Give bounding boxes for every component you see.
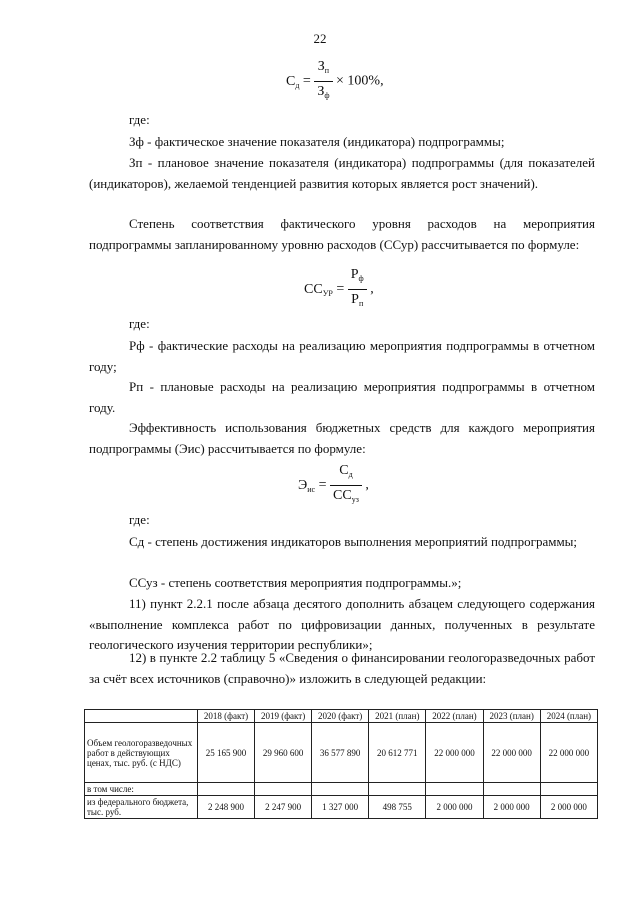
table-cell: 2 000 000 [483, 796, 540, 819]
table-header-cell: 2018 (факт) [198, 710, 255, 723]
table-header-cell: 2019 (факт) [255, 710, 312, 723]
item-11: 11) пункт 2.2.1 после абзаца десятого дополнить абзацем следующего содержания «выполнение комплекса работ по цифровизации данных, полученных в результате геологического изучения территории республики»; [89, 596, 595, 652]
table-cell: 36 577 890 [312, 723, 369, 783]
definition-sd: Сд - степень достижения индикаторов выполнения мероприятий подпрограммы; [129, 534, 578, 549]
definition-ssuz: ССуз - степень соответствия мероприятия подпрограммы.»; [129, 575, 462, 590]
definition-zp: Зп - плановое значение показателя (индикатора) подпрограммы (для показателей (индикаторов), желаемой тенденцией развития которых является рост значений). [89, 155, 595, 191]
formula-eis: $Э_{ис}$ = $\frac{С_д}{СС_{уз}}$ , [298, 462, 369, 509]
formula-fraction: $\frac{С_д}{СС_{уз}}$ [330, 462, 362, 509]
table-cell: 1 327 000 [312, 796, 369, 819]
table-cell: 20 612 771 [369, 723, 426, 783]
table-cell: 2 247 900 [255, 796, 312, 819]
table-cell [540, 783, 597, 796]
table-cell [255, 783, 312, 796]
table-cell [312, 783, 369, 796]
table-header-cell: 2024 (план) [540, 710, 597, 723]
formula-fraction: $\frac{Р_ф}{Р_п}$ [348, 266, 367, 313]
table-cell: 498 755 [369, 796, 426, 819]
paragraph-eff: Эффективность использования бюджетных средств для каждого мероприятия подпрограммы (Эис) рассчитывается по формуле: [89, 420, 595, 456]
formula-ssur: $СС_{УР}$ = $\frac{Р_ф}{Р_п}$ , [304, 266, 374, 313]
table-cell [198, 783, 255, 796]
row-label: Объем геологоразведочных работ в действующих ценах, тыс. руб. (с НДС) [85, 723, 198, 783]
definition-rf: Рф - фактические расходы на реализацию мероприятия подпрограммы в отчетном году; [89, 338, 595, 374]
table-cell [483, 783, 540, 796]
table-cell: 22 000 000 [483, 723, 540, 783]
table-cell: 25 165 900 [198, 723, 255, 783]
table-header-empty [85, 710, 198, 723]
table-header-cell: 2020 (факт) [312, 710, 369, 723]
table-row [85, 783, 598, 796]
item-12: 12) в пункте 2.2 таблицу 5 «Сведения о финансировании геологоразведочных работ за счёт всех источников (справочно)» изложить в следующей редакции: [89, 650, 595, 686]
formula-fraction: $\frac{З_п}{З_ф}$ [314, 58, 332, 105]
paragraph-ss: Степень соответствия фактического уровня расходов на мероприятия подпрограммы запланированному уровню расходов (ССур) рассчитывается по формуле: [89, 216, 595, 252]
table-header-cell: 2023 (план) [483, 710, 540, 723]
table-cell: 2 248 900 [198, 796, 255, 819]
formula-sd: $С_д$ = $\frac{З_п}{З_ф}$ × 100%, [286, 58, 384, 105]
table-header-cell: 2022 (план) [426, 710, 483, 723]
table-cell: 22 000 000 [540, 723, 597, 783]
table-cell [426, 783, 483, 796]
table-header-cell: 2021 (план) [369, 710, 426, 723]
table-row [85, 723, 598, 783]
table-cell: 2 000 000 [540, 796, 597, 819]
formula-lhs: $С_д$ [286, 73, 300, 90]
where-label: где: [129, 512, 150, 527]
table-cell: 22 000 000 [426, 723, 483, 783]
financing-table [84, 709, 598, 819]
table-header-row [85, 710, 598, 723]
where-label: где: [129, 112, 150, 127]
table-cell: 29 960 600 [255, 723, 312, 783]
table-cell: 2 000 000 [426, 796, 483, 819]
table-row [85, 796, 598, 819]
page-number: 22 [313, 31, 327, 46]
where-label: где: [129, 316, 150, 331]
table-cell [369, 783, 426, 796]
row-label: в том числе: [85, 783, 198, 796]
definition-rp: Рп - плановые расходы на реализацию мероприятия подпрограммы в отчетном году. [89, 379, 595, 415]
definition-zf: Зф - фактическое значение показателя (индикатора) подпрограммы; [129, 134, 505, 149]
row-label: из федерального бюджета, тыс. руб. [85, 796, 198, 819]
